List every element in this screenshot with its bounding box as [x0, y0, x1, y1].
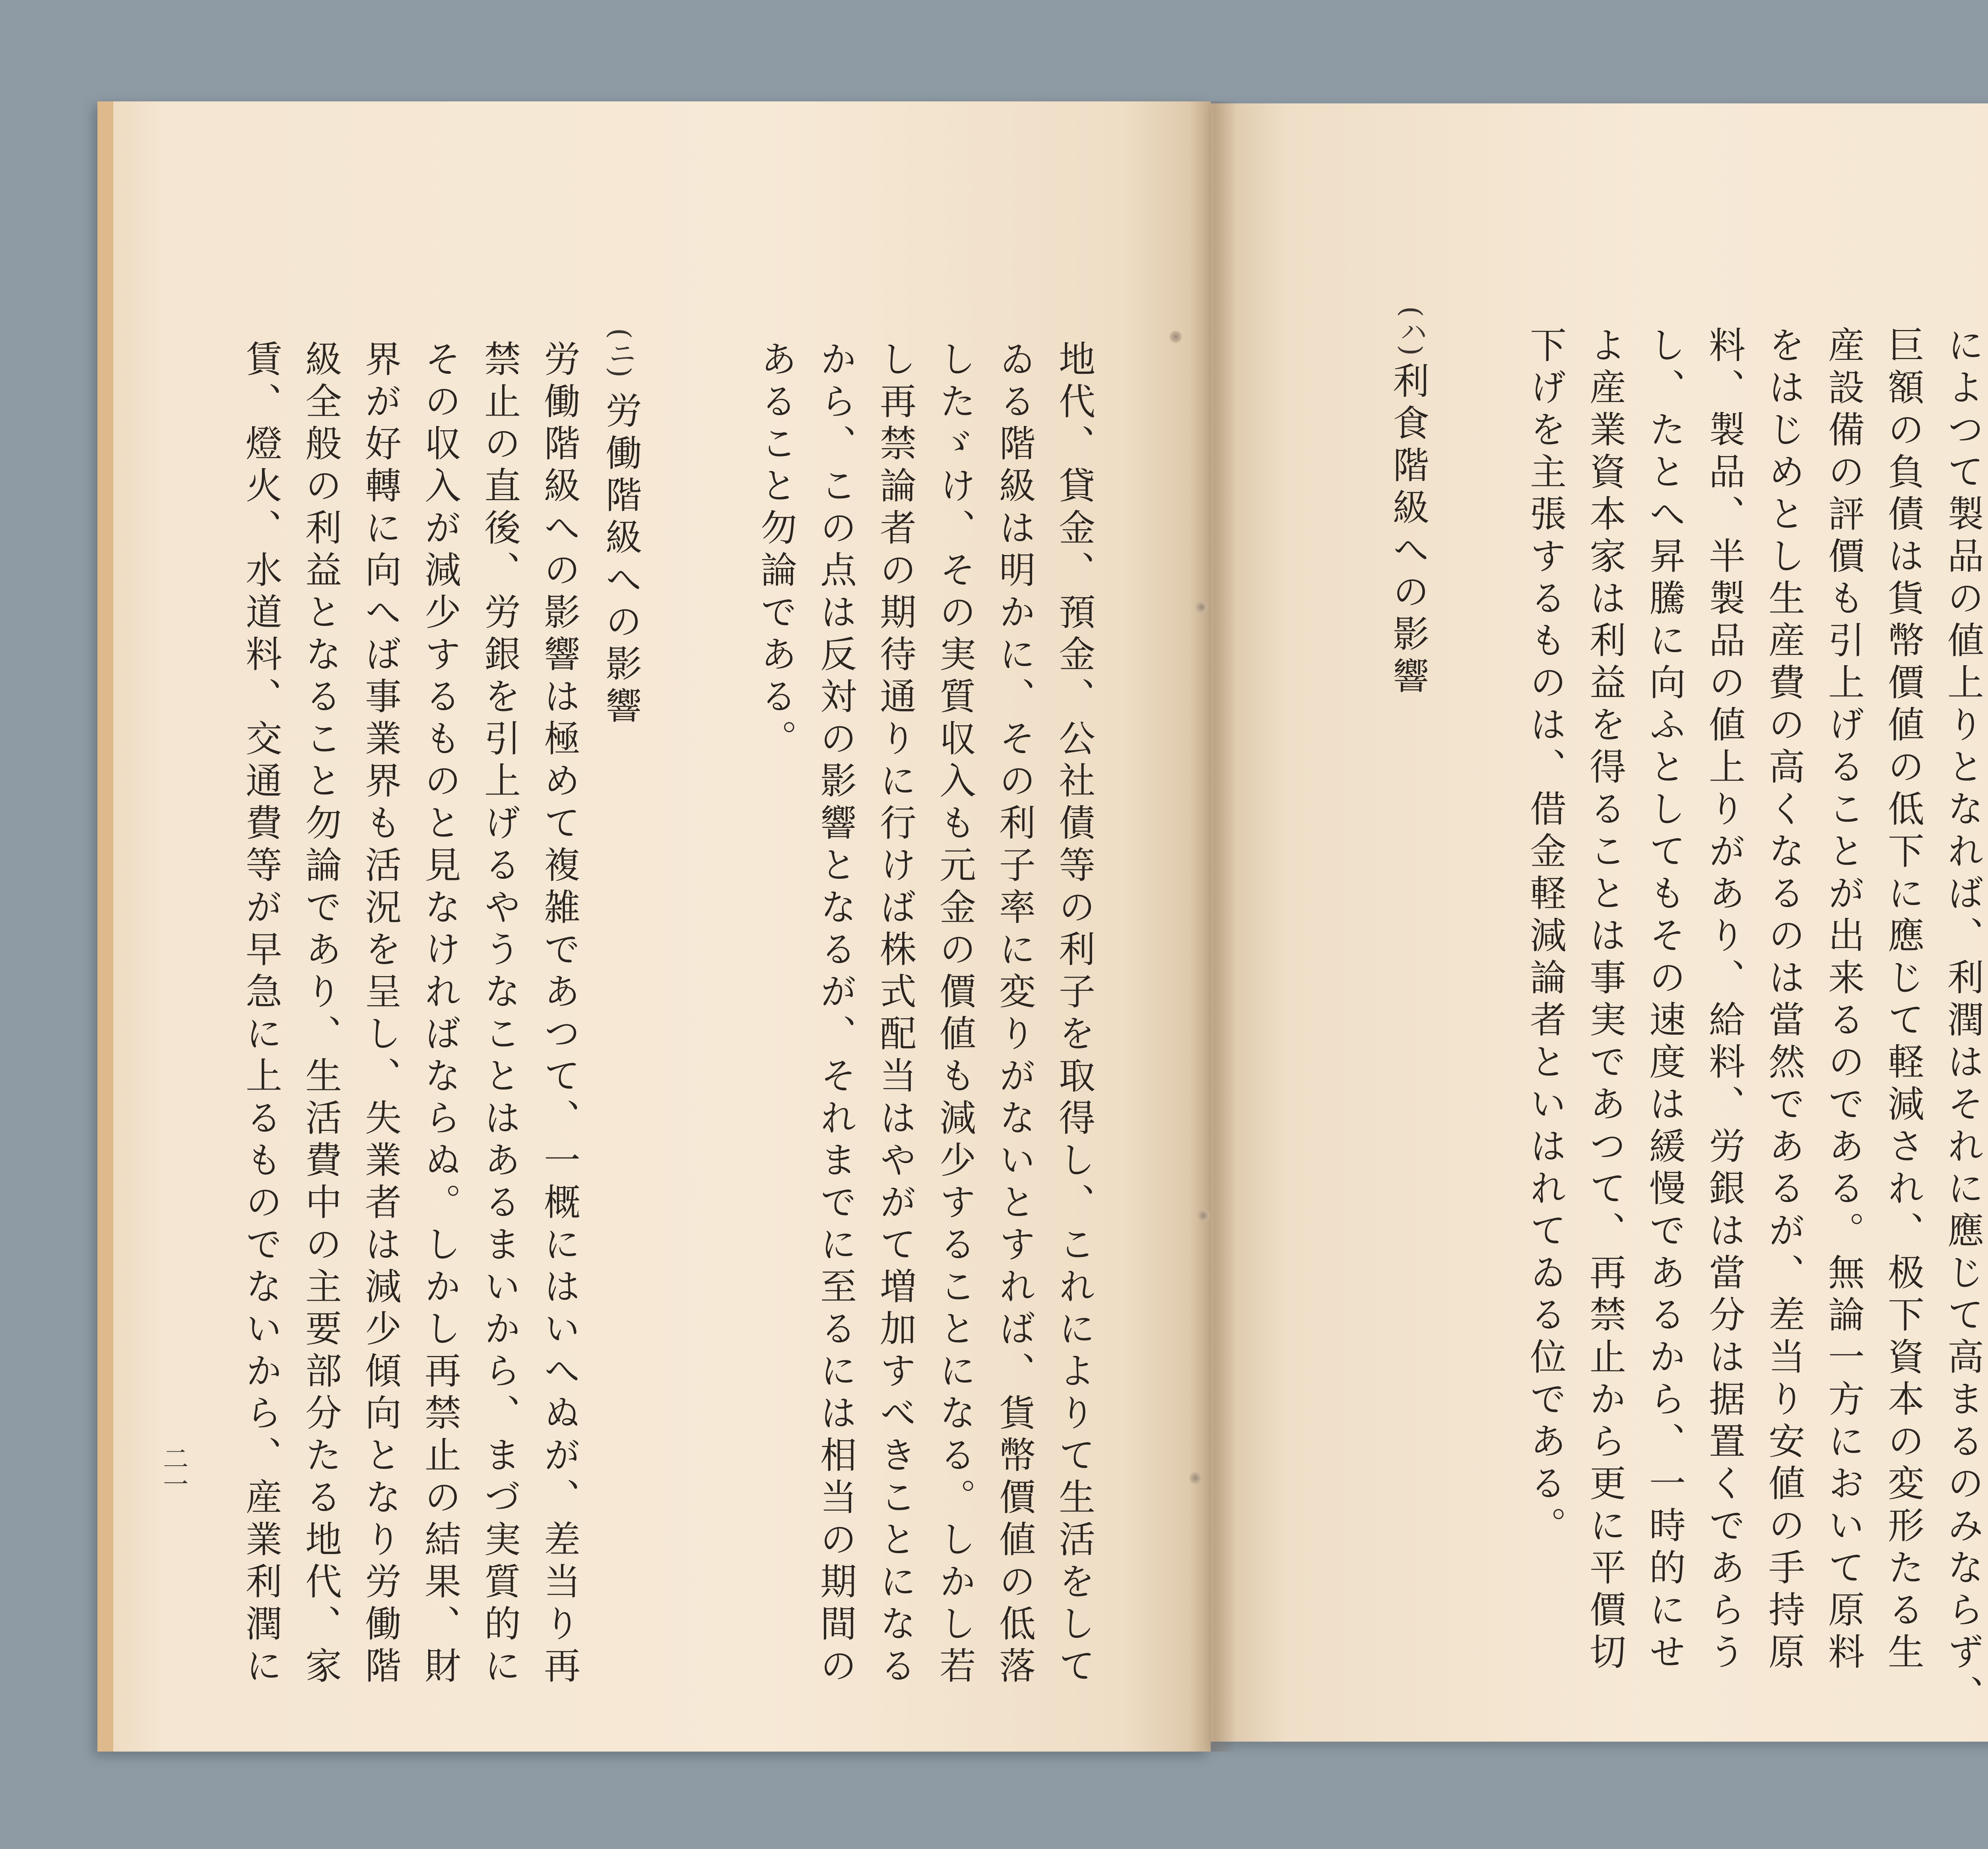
right-column-5: によつて製品の値上りとなれば、利潤はそれに應じて高まるのみならず、: [1941, 326, 1984, 1717]
staple-hole: [1189, 1471, 1202, 1485]
left-column-1: 地代、貸金、預金、公社債等の利子を取得し、これによりて生活をして: [1053, 340, 1095, 1689]
left-column-3: したゞけ、その実質収入も元金の價値も減少することになる。しかし若: [934, 340, 976, 1689]
left-column-11: 界が好轉に向へば事業界も活況を呈し、失業者は減少傾向となり労働階: [359, 340, 402, 1689]
right-column-9: 料、製品、半製品の値上りがあり、給料、労銀は當分は据置くであらう: [1703, 326, 1745, 1675]
left-column-12: 級全般の利益となること勿論であり、生活費中の主要部分たる地代、家: [299, 340, 342, 1689]
left-column-10: その収入が減少するものと見なければならぬ。しかし再禁止の結果、財: [419, 340, 461, 1689]
right-column-8: をはじめとし生産費の高くなるのは當然であるが、差当り安値の手持原: [1763, 326, 1805, 1675]
left-column-6: あること勿論である。: [755, 340, 797, 761]
right-page: [1211, 103, 1988, 1742]
left-column-9: 禁止の直後、労銀を引上げるやうなことはあるまいから、まづ実質的に: [478, 340, 521, 1689]
right-column-7: 産設備の評價も引上げることが出来るのである。無論一方において原料: [1822, 326, 1865, 1675]
book-gutter: [1189, 101, 1237, 1752]
left-column-4: し再禁論者の期待通りに行けば株式配当はやがて増加すべきことになる: [874, 340, 916, 1689]
left-page: [97, 101, 1211, 1752]
staple-hole: [1169, 330, 1182, 344]
staple-hole: [1197, 1209, 1210, 1222]
right-section-marker-ha: (ハ): [1395, 306, 1428, 356]
left-section-heading: 労働階級への影響: [600, 392, 642, 729]
left-column-13: 賃、燈火、水道料、交通費等が早急に上るものでないから、産業利潤に: [240, 340, 282, 1689]
left-column-8: 労働階級への影響は極めて複雑であつて、一概にはいへぬが、差当り再: [538, 340, 580, 1689]
right-column-10: し、たとへ昇騰に向ふとしてもその速度は緩慢であるから、一時的にせ: [1643, 326, 1686, 1675]
left-binding-edge: [97, 101, 113, 1752]
staple-hole: [1195, 600, 1208, 614]
left-page-number: 二一: [159, 1445, 188, 1496]
left-column-5: から、この点は反対の影響となるが、それまでに至るには相当の期間の: [814, 340, 857, 1689]
left-column-2: ゐる階級は明かに、その利子率に変りがないとすれば、貨幣價値の低落: [993, 340, 1036, 1689]
left-section-marker: (ニ): [604, 328, 637, 378]
right-column-6: 巨額の負債は貨幣價値の低下に應じて軽減され、极下資本の変形たる生: [1882, 326, 1924, 1675]
right-column-11: よ産業資本家は利益を得ることは事実であつて、再禁止から更に平價切: [1584, 326, 1626, 1675]
right-section-heading-2: 利食階級への影響: [1387, 362, 1429, 699]
right-column-12: 下げを主張するものは、借金軽減論者といはれてゐる位である。: [1524, 326, 1567, 1548]
